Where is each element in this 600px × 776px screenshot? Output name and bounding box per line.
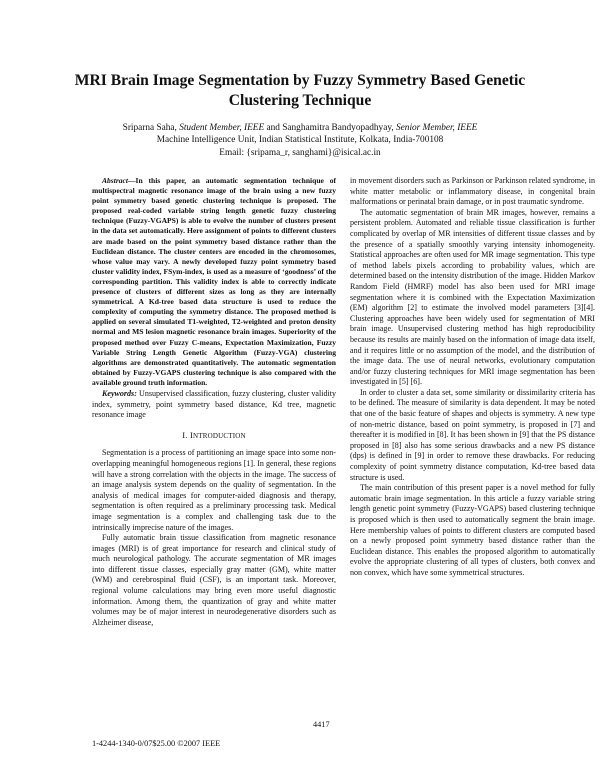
title-line-1: MRI Brain Image Segmentation by Fuzzy Symmetry Based Genetic: [74, 72, 526, 89]
section-numeral: I.: [182, 429, 190, 440]
section-rest: NTRODUCTION: [193, 431, 246, 440]
paper-title: [60, 71, 540, 111]
author-2-name: Sanghamitra Bandyopadhyay,: [282, 123, 394, 133]
section-heading-introduction: [92, 430, 336, 442]
left-column: [92, 176, 336, 628]
author-conjunction: and: [264, 123, 283, 133]
email: Email: {sripama_r, sanghami}@isical.ac.in: [219, 147, 381, 158]
title-line-2: Clustering Technique: [228, 92, 372, 109]
author-1-name: Sriparna Saha,: [122, 123, 177, 133]
copyright-footer: 1-4244-1340-0/07$25.00 ©2007 IEEE: [92, 739, 221, 748]
intro-paragraph-1: Segmentation is a process of partitioning an image space into some non-overlapping meaningful homogeneous regions [1]. In general, these regions will have a strong correlation with the objects in the image. The success of an image analysis system depends on the quality of segmentation. In the analysis of medical images for computer-aided diagnosis and therapy, segmentation is often required as a preliminary processing task. Medical image segmentation is a complex and challenging task due to the intrinsically imprecise nature of the images.: [92, 448, 336, 532]
section-first-letter: I: [189, 429, 194, 440]
paragraph-4: The main contribution of this present paper is a novel method for fully automatic brain image segmentation. In this article a fuzzy variable string length genetic point symmetry (Fuzzy-VGAPS) based clustering technique is proposed which is then used to automatically segment the brain image. Here membership values of points to different clusters are computed based on a newly proposed point symmetry based distance rather than the Euclidean distance. This enables the proposed algorithm to automatically evolve the appropriate clustering of all types of clusters, both convex and non convex, which have some symmetrical structures.: [350, 483, 595, 577]
intro-paragraph-2: Fully automatic brain tissue classification from magnetic resonance images (MRI) is of great importance for research and clinical study of much neurological pathology. The accurate segmentation of MR images into different tissue classes, especially gray matter (GM), white matter (WM) and cerebrospinal fluid (CSF), is an important task. Moreover, regional volume calculations may bring even more useful diagnostic information. Among them, the quantization of gray and white matter volumes may be of major interest in neurodegenerative disorders such as Alzheimer disease,: [92, 533, 336, 627]
abstract: [92, 176, 336, 388]
keywords-text: Unsupervised classification, fuzzy clustering, cluster validity index, symmetry, point symmetry based distance, Kd tree, magnetic resonance image: [92, 388, 336, 420]
paragraph-2: The automatic segmentation of brain MR images, however, remains a persistent problem. Automated and reliable tissue classification is further complicated by overlap of MR intensities of different tissue classes and by the presence of a spatially smoothly varying intensity inhomogeneity. Statistical approaches are often used for MR image segmentation. This type of method labels pixels according to probability values, which are determined based on the intensity distribution of the image. Hidden Markov Random Field (HMRF) model has also been used for MRI image segmentation where it is combined with the Expectation Maximization (EM) algorithm [2] to estimate the involved model parameters [3][4]. Clustering approaches have been widely used for segmentation of MRI brain image. Unsupervised clustering method has high reproducibility because its results are mainly based on the information of image data itself, and it requires little or no assumption of the model, and the distribution of the image data. The use of neural networks, evolutionary computation and/or fuzzy clustering techniques for MRI image segmentation has been investigated in [5] [6].: [350, 207, 595, 387]
paragraph-3: In order to cluster a data set, some similarity or dissimilarity criteria has to be defined. The measure of similarity is data dependent. It may be noted that one of the basic feature of shapes and objects is symmetry. A new type of non-metric distance, based on point symmetry, is proposed in [7] and thereafter it is modified in [8]. It has been shown in [9] that the PS distance proposed in [8] also has some serious drawbacks and a new PS distance (dps) is defined in [9] in order to remove these drawbacks. For reducing complexity of point symmetry distance computation, Kd-tree based data structure is used.: [350, 387, 595, 482]
paragraph-continued: in movement disorders such as Parkinson or Parkinson related syndrome, in white matter metabolic or inflammatory disease, in congenital brain malformations or perinatal brain damage, or in post traumatic syndrome.: [350, 176, 595, 207]
keywords-lead: Keywords:: [102, 388, 137, 398]
page-number: 4417: [313, 720, 330, 729]
right-column: [350, 176, 595, 579]
affiliation: Machine Intelligence Unit, Indian Statistical Institute, Kolkata, India-700108: [156, 135, 444, 146]
author-block: [60, 122, 540, 159]
author-2-role: Senior Member, IEEE: [396, 123, 478, 133]
keywords: [92, 389, 336, 421]
abstract-lead: Abstract: [102, 176, 128, 185]
author-1-role: Student Member, IEEE: [179, 123, 265, 133]
abstract-text: —In this paper, an automatic segmentation technique of multispectral magnetic resonance image of the brain using a new fuzzy point symmetry based genetic clustering technique is proposed. The proposed real-coded variable string length genetic fuzzy clustering technique (Fuzzy-VGAPS) is able to evolve the number of clusters present in the data set automatically. Here assignment of points to different clusters are made based on the point symmetry based distance rather than the Euclidean distance. The cluster centers are encoded in the chromosomes, whose value may vary. A newly developed fuzzy point symmetry based cluster validity index, FSym-index, is used as a measure of ‘goodness’ of the corresponding partition. This validity index is able to correctly indicate presence of clusters of different sizes as long as they are internally symmetrical. A Kd-tree based data structure is used to reduce the complexity of computing the symmetry distance. The proposed method is applied on several simulated T1-weighted, T2-weighted and proton density normal and MS lesion magnetic resonance brain images. Superiority of the proposed method over Fuzzy C-means, Expectation Maximization, Fuzzy Variable String Length Genetic Algorithm (Fuzzy-VGA) clustering algorithms are demonstrated quantitatively. The automatic segmentation obtained by Fuzzy-VGAPS clustering technique is also compared with the available ground truth information.: [92, 176, 336, 387]
author-line: [60, 122, 540, 134]
